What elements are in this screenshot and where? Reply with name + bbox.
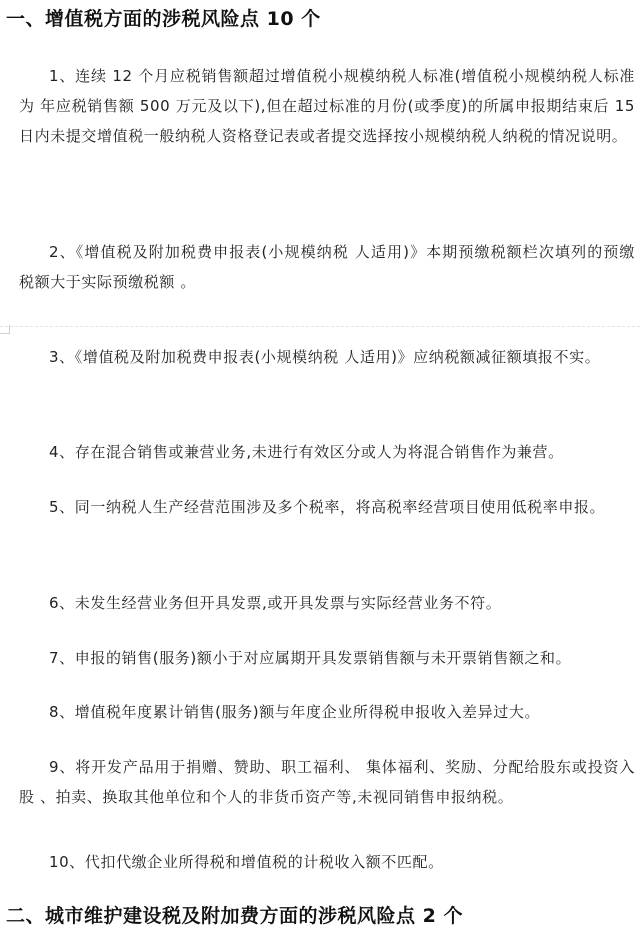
risk-item-paragraph: 8、增值税年度累计销售(服务)额与年度企业所得税申报收入差异过大。 (49, 703, 541, 721)
page-break-divider (0, 326, 640, 327)
risk-item-paragraph: 6、未发生经营业务但开具发票,或开具发票与实际经营业务不符。 (49, 594, 502, 612)
risk-item-paragraph: 3、《增值税及附加税费申报表(小规模纳税 人适用)》应纳税额减征额填报不实。 (49, 348, 601, 366)
section-heading: 一、增值税方面的涉税风险点 10 个 (6, 8, 321, 30)
risk-item-paragraph: 1、连续 12 个月应税销售额超过增值税小规模纳税人标准(增值税小规模纳税人标准为 年应税销售额 500 万元及以下),但在超过标准的月份(或季度)的所属申报期结束后 15 日内未提交增值税一般纳税人资格登记表或者提交选择按小规模纳税人纳税的情况说明。 (19, 67, 635, 145)
risk-item-paragraph: 9、将开发产品用于捐赠、赞助、职工福利、 集体福利、奖励、分配给股东或投资入股 、拍卖、换取其他单位和个人的非货币资产等,未视同销售申报纳税。 (19, 758, 635, 806)
risk-item-paragraph: 7、申报的销售(服务)额小于对应属期开具发票销售额与未开票销售额之和。 (49, 649, 572, 667)
risk-item-paragraph: 4、存在混合销售或兼营业务,未进行有效区分或人为将混合销售作为兼营。 (49, 443, 564, 461)
risk-item-paragraph: 10、代扣代缴企业所得税和增值税的计税收入额不匹配。 (49, 853, 444, 871)
section-heading: 二、城市维护建设税及附加费方面的涉税风险点 2 个 (6, 905, 463, 927)
risk-item-paragraph: 5、同一纳税人生产经营范围涉及多个税率，将高税率经营项目使用低税率申报。 (49, 498, 606, 516)
risk-item-paragraph: 2、《增值税及附加税费申报表(小规模纳税 人适用)》本期预缴税额栏次填列的预缴 税额大于实际预缴税额 。 (19, 243, 635, 291)
